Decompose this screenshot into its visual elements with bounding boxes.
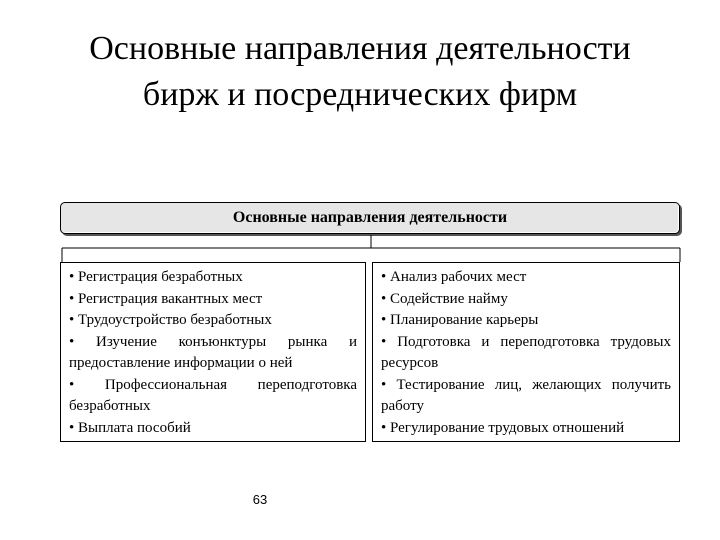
left-item: • Регистрация безработных xyxy=(69,269,243,285)
slide-title-line-2: бирж и посреднических фирм xyxy=(142,76,578,113)
right-item: • Регулирование трудовых отношений xyxy=(381,419,625,436)
left-directions-box xyxy=(60,262,366,442)
left-item: • Регистрация вакантных мест xyxy=(69,290,263,307)
left-item: • Профессиональная переподготовка безработных xyxy=(69,376,357,414)
left-item: • Изучение конъюнктуры рынка и предоставление информации о ней xyxy=(69,333,357,371)
right-item: • Анализ рабочих мест xyxy=(381,269,527,285)
page-number: 63 xyxy=(252,492,268,507)
main-directions-label: Основные направления деятельности xyxy=(232,209,508,226)
slide-title-line-1: Основные направления деятельности xyxy=(89,30,631,67)
left-item: • Трудоустройство безработных xyxy=(69,312,272,328)
right-item: • Тестирование лиц, желающих получить работу xyxy=(381,376,671,414)
right-directions-box xyxy=(372,262,680,442)
right-item: • Подготовка и переподготовка трудовых ресурсов xyxy=(381,333,671,371)
right-item: • Планирование карьеры xyxy=(381,312,539,328)
left-item: • Выплата пособий xyxy=(69,419,191,436)
right-item: • Содействие найму xyxy=(381,290,508,307)
